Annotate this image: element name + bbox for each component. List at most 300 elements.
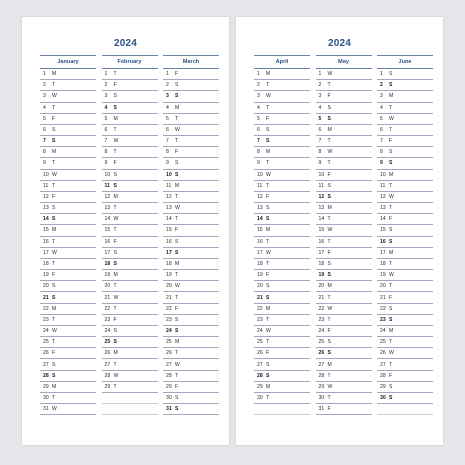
- day-row: [40, 114, 96, 125]
- weekday-letter: S: [175, 160, 179, 167]
- day-row: [254, 136, 310, 147]
- day-number: 21: [380, 294, 386, 301]
- weekday-letter: T: [389, 283, 393, 290]
- day-number: 2: [257, 82, 260, 89]
- day-row: [377, 214, 433, 225]
- day-row: [163, 337, 219, 348]
- weekday-letter: S: [52, 294, 56, 301]
- weekday-letter: T: [52, 395, 56, 402]
- day-number: 2: [104, 82, 108, 89]
- weekday-letter: S: [113, 93, 117, 100]
- day-number: 22: [257, 305, 263, 312]
- day-number: 29: [380, 383, 386, 390]
- weekday-letter: F: [52, 115, 56, 122]
- weekday-letter: M: [52, 149, 57, 156]
- day-row: [254, 270, 310, 281]
- day-row: [377, 125, 433, 136]
- day-row: [316, 91, 372, 102]
- day-row: [254, 125, 310, 136]
- day-row: [40, 304, 96, 315]
- weekday-letter: T: [389, 261, 393, 267]
- weekday-letter: T: [175, 272, 179, 279]
- day-number: 26: [43, 350, 49, 357]
- weekday-letter: T: [266, 104, 270, 111]
- weekday-letter: S: [175, 82, 179, 89]
- day-number: 8: [380, 149, 383, 156]
- day-row: [40, 348, 96, 359]
- month-columns: [40, 55, 219, 415]
- day-number: 31: [166, 406, 172, 413]
- day-number: 27: [43, 361, 49, 368]
- day-row: [254, 304, 310, 315]
- weekday-letter: F: [389, 138, 393, 145]
- day-number: 26: [166, 350, 172, 357]
- weekday-letter: F: [113, 82, 117, 89]
- day-number: 4: [380, 104, 383, 111]
- weekday-letter: S: [327, 261, 331, 267]
- day-row: [316, 292, 372, 303]
- day-number: 20: [380, 283, 386, 290]
- day-number: 30: [380, 395, 386, 402]
- day-number: 4: [43, 104, 46, 111]
- day-number: 12: [318, 193, 325, 200]
- month-header: March: [163, 55, 219, 69]
- weekday-letter: T: [327, 294, 331, 301]
- weekday-letter: S: [327, 193, 331, 200]
- day-number: 27: [318, 361, 325, 368]
- day-number: 3: [166, 93, 169, 100]
- day-row: [254, 248, 310, 259]
- day-number: 28: [104, 372, 111, 379]
- day-row: [254, 69, 310, 80]
- weekday-letter: T: [113, 361, 117, 368]
- day-row: [40, 69, 96, 80]
- day-row: [40, 326, 96, 337]
- day-number: 10: [104, 171, 111, 178]
- day-row: [40, 214, 96, 225]
- weekday-letter: S: [113, 182, 117, 189]
- day-row: [102, 382, 158, 393]
- day-row: [163, 214, 219, 225]
- empty-day-row: [377, 404, 433, 415]
- weekday-letter: W: [113, 294, 119, 301]
- day-number: 16: [380, 238, 386, 245]
- day-number: 5: [43, 115, 46, 122]
- day-row: [377, 292, 433, 303]
- calendar-page-left: [22, 17, 229, 445]
- weekday-letter: T: [113, 71, 117, 78]
- weekday-letter: T: [266, 261, 270, 267]
- day-number: 19: [318, 272, 325, 279]
- day-number: 6: [166, 126, 169, 133]
- day-number: 8: [318, 149, 322, 156]
- weekday-letter: S: [175, 316, 179, 323]
- weekday-letter: F: [52, 272, 56, 279]
- day-row: [377, 393, 433, 404]
- day-number: 3: [257, 93, 260, 100]
- day-row: [102, 125, 158, 136]
- day-number: 11: [43, 182, 49, 189]
- day-row: [316, 371, 372, 382]
- day-row: [254, 147, 310, 158]
- day-row: [163, 348, 219, 359]
- weekday-letter: M: [327, 361, 332, 368]
- weekday-letter: T: [327, 238, 331, 245]
- day-number: 26: [318, 350, 325, 357]
- weekday-letter: T: [52, 104, 56, 111]
- day-number: 22: [43, 305, 49, 312]
- day-number: 7: [380, 138, 383, 145]
- weekday-letter: S: [52, 372, 56, 379]
- weekday-letter: T: [175, 138, 179, 145]
- weekday-letter: F: [175, 227, 179, 234]
- day-row: [254, 114, 310, 125]
- weekday-letter: S: [389, 160, 393, 167]
- day-row: [254, 393, 310, 404]
- weekday-letter: M: [389, 93, 394, 100]
- day-number: 12: [43, 193, 49, 200]
- day-number: 5: [318, 115, 322, 122]
- day-row: [163, 315, 219, 326]
- month-header: February: [102, 55, 158, 69]
- day-row: [316, 337, 372, 348]
- day-row: [316, 225, 372, 236]
- day-number: 28: [166, 372, 172, 379]
- weekday-letter: T: [389, 104, 393, 111]
- day-number: 25: [380, 339, 386, 346]
- day-row: [377, 103, 433, 114]
- weekday-letter: F: [266, 350, 270, 357]
- day-number: 31: [318, 406, 325, 413]
- day-number: 23: [166, 316, 172, 323]
- day-row: [377, 170, 433, 181]
- weekday-letter: S: [113, 339, 117, 346]
- day-row: [316, 103, 372, 114]
- day-row: [163, 203, 219, 214]
- day-row: [163, 225, 219, 236]
- day-row: [377, 326, 433, 337]
- weekday-letter: S: [389, 71, 393, 78]
- day-row: [102, 170, 158, 181]
- weekday-letter: M: [175, 104, 180, 111]
- day-number: 5: [257, 115, 260, 122]
- weekday-letter: M: [175, 182, 180, 189]
- day-row: [163, 158, 219, 169]
- day-number: 11: [104, 182, 110, 189]
- day-number: 8: [166, 149, 169, 156]
- day-row: [316, 170, 372, 181]
- weekday-letter: T: [52, 316, 56, 323]
- day-number: 21: [257, 294, 263, 301]
- weekday-letter: S: [327, 339, 331, 346]
- weekday-letter: T: [113, 149, 117, 156]
- weekday-letter: M: [389, 328, 394, 335]
- weekday-letter: T: [327, 395, 331, 402]
- weekday-letter: W: [175, 283, 180, 290]
- day-number: 22: [166, 305, 172, 312]
- day-number: 9: [166, 160, 169, 167]
- weekday-letter: F: [113, 238, 117, 245]
- day-number: 17: [318, 249, 325, 256]
- day-row: [377, 315, 433, 326]
- day-row: [102, 103, 158, 114]
- day-number: 12: [257, 193, 263, 200]
- weekday-letter: M: [266, 149, 271, 156]
- month-column: [102, 55, 158, 415]
- day-number: 16: [257, 238, 263, 245]
- day-row: [316, 203, 372, 214]
- weekday-letter: S: [389, 383, 393, 390]
- day-row: [254, 382, 310, 393]
- day-number: 7: [257, 138, 260, 145]
- day-row: [316, 158, 372, 169]
- day-row: [102, 114, 158, 125]
- day-number: 9: [43, 160, 46, 167]
- weekday-letter: M: [266, 305, 271, 312]
- day-number: 19: [166, 272, 172, 279]
- day-number: 6: [380, 126, 383, 133]
- weekday-letter: T: [113, 126, 117, 133]
- weekday-letter: S: [327, 115, 331, 122]
- day-row: [163, 237, 219, 248]
- day-row: [377, 80, 433, 91]
- day-row: [316, 359, 372, 370]
- day-number: 29: [318, 383, 325, 390]
- day-number: 13: [166, 205, 172, 212]
- day-row: [40, 125, 96, 136]
- weekday-letter: S: [52, 205, 56, 212]
- weekday-letter: T: [327, 316, 331, 323]
- day-row: [40, 393, 96, 404]
- day-row: [316, 348, 372, 359]
- day-row: [254, 158, 310, 169]
- day-number: 7: [104, 138, 108, 145]
- day-row: [163, 103, 219, 114]
- day-number: 17: [43, 249, 49, 256]
- day-row: [40, 181, 96, 192]
- day-row: [102, 259, 158, 270]
- month-header: June: [377, 55, 433, 69]
- day-row: [254, 359, 310, 370]
- weekday-letter: T: [266, 160, 270, 167]
- day-row: [163, 326, 219, 337]
- weekday-letter: T: [113, 383, 117, 390]
- day-row: [316, 125, 372, 136]
- day-number: 9: [104, 160, 108, 167]
- day-row: [254, 292, 310, 303]
- weekday-letter: T: [175, 294, 179, 301]
- weekday-letter: T: [266, 182, 270, 189]
- day-row: [163, 292, 219, 303]
- weekday-letter: S: [175, 406, 179, 413]
- weekday-letter: T: [52, 82, 56, 89]
- day-number: 13: [318, 205, 325, 212]
- day-number: 1: [104, 71, 108, 78]
- weekday-letter: T: [175, 372, 179, 379]
- day-row: [102, 292, 158, 303]
- weekday-letter: T: [113, 205, 117, 212]
- weekday-letter: W: [389, 193, 394, 200]
- weekday-letter: S: [113, 171, 117, 178]
- weekday-letter: W: [266, 171, 271, 178]
- day-number: 2: [380, 82, 383, 89]
- weekday-letter: T: [113, 305, 117, 312]
- day-number: 28: [43, 372, 49, 379]
- day-row: [102, 371, 158, 382]
- day-number: 6: [318, 126, 322, 133]
- day-number: 21: [104, 294, 111, 301]
- day-number: 14: [318, 216, 325, 223]
- weekday-letter: T: [327, 372, 331, 379]
- weekday-letter: T: [327, 82, 331, 89]
- day-row: [163, 304, 219, 315]
- day-number: 3: [43, 93, 46, 100]
- day-row: [316, 69, 372, 80]
- weekday-letter: W: [52, 171, 57, 178]
- day-number: 12: [380, 193, 386, 200]
- day-number: 24: [380, 328, 386, 335]
- day-number: 20: [104, 283, 111, 290]
- day-row: [377, 371, 433, 382]
- day-row: [163, 393, 219, 404]
- weekday-letter: M: [52, 305, 57, 312]
- day-number: 13: [104, 205, 111, 212]
- day-row: [254, 225, 310, 236]
- day-row: [316, 237, 372, 248]
- day-row: [377, 259, 433, 270]
- day-number: 9: [318, 160, 322, 167]
- day-number: 26: [257, 350, 263, 357]
- day-number: 18: [104, 261, 111, 267]
- weekday-letter: S: [175, 171, 179, 178]
- weekday-letter: S: [113, 249, 117, 256]
- weekday-letter: M: [175, 339, 180, 346]
- day-row: [254, 326, 310, 337]
- month-columns: [254, 55, 433, 415]
- weekday-letter: M: [389, 171, 394, 178]
- weekday-letter: F: [327, 249, 331, 256]
- day-row: [163, 270, 219, 281]
- day-row: [377, 248, 433, 259]
- day-number: 29: [104, 383, 111, 390]
- day-row: [163, 248, 219, 259]
- weekday-letter: S: [389, 149, 393, 156]
- day-row: [316, 315, 372, 326]
- day-row: [40, 404, 96, 415]
- weekday-letter: S: [389, 82, 393, 89]
- day-row: [102, 136, 158, 147]
- day-row: [40, 103, 96, 114]
- weekday-letter: F: [175, 71, 179, 78]
- day-row: [40, 281, 96, 292]
- day-number: 3: [318, 93, 322, 100]
- day-number: 3: [104, 93, 108, 100]
- weekday-letter: F: [327, 328, 331, 335]
- day-number: 21: [166, 294, 172, 301]
- day-number: 16: [43, 238, 49, 245]
- day-number: 12: [166, 193, 172, 200]
- day-number: 11: [257, 182, 263, 189]
- day-row: [102, 315, 158, 326]
- day-row: [40, 315, 96, 326]
- weekday-letter: S: [52, 283, 56, 290]
- weekday-letter: T: [175, 193, 179, 200]
- weekday-letter: W: [175, 205, 180, 212]
- day-row: [316, 259, 372, 270]
- day-row: [102, 147, 158, 158]
- day-row: [163, 114, 219, 125]
- day-number: 22: [104, 305, 111, 312]
- weekday-letter: S: [175, 395, 179, 402]
- day-number: 28: [380, 372, 386, 379]
- day-number: 19: [380, 272, 386, 279]
- weekday-letter: M: [327, 205, 332, 212]
- day-row: [377, 237, 433, 248]
- day-row: [316, 304, 372, 315]
- day-row: [254, 91, 310, 102]
- day-row: [163, 69, 219, 80]
- day-row: [40, 158, 96, 169]
- day-row: [316, 114, 372, 125]
- weekday-letter: M: [52, 227, 57, 234]
- weekday-letter: M: [113, 350, 118, 357]
- day-number: 14: [166, 216, 172, 223]
- day-number: 1: [43, 71, 46, 78]
- weekday-letter: S: [389, 305, 393, 312]
- weekday-letter: W: [327, 383, 333, 390]
- day-number: 4: [257, 104, 260, 111]
- weekday-letter: W: [389, 350, 394, 357]
- weekday-letter: M: [327, 283, 332, 290]
- day-row: [163, 281, 219, 292]
- weekday-letter: T: [266, 339, 270, 346]
- day-row: [40, 382, 96, 393]
- day-number: 15: [380, 227, 386, 234]
- weekday-letter: S: [266, 126, 270, 133]
- month-column: [40, 55, 96, 415]
- weekday-letter: M: [266, 71, 271, 78]
- day-row: [163, 192, 219, 203]
- day-row: [377, 203, 433, 214]
- weekday-letter: M: [113, 272, 118, 279]
- weekday-letter: S: [389, 227, 393, 234]
- weekday-letter: S: [389, 395, 393, 402]
- day-number: 30: [43, 395, 49, 402]
- weekday-letter: S: [327, 272, 331, 279]
- day-row: [102, 225, 158, 236]
- day-row: [316, 214, 372, 225]
- day-row: [316, 382, 372, 393]
- day-row: [163, 382, 219, 393]
- weekday-letter: W: [175, 361, 180, 368]
- day-number: 22: [318, 305, 325, 312]
- day-number: 14: [257, 216, 263, 223]
- day-number: 2: [43, 82, 46, 89]
- weekday-letter: F: [327, 171, 331, 178]
- day-number: 5: [166, 115, 169, 122]
- day-number: 15: [257, 227, 263, 234]
- day-row: [40, 147, 96, 158]
- weekday-letter: T: [175, 216, 179, 223]
- day-number: 19: [43, 272, 49, 279]
- day-row: [377, 158, 433, 169]
- weekday-letter: F: [52, 350, 56, 357]
- month-column: [163, 55, 219, 415]
- day-number: 30: [166, 395, 172, 402]
- weekday-letter: S: [266, 138, 270, 145]
- day-row: [316, 326, 372, 337]
- weekday-letter: W: [327, 71, 333, 78]
